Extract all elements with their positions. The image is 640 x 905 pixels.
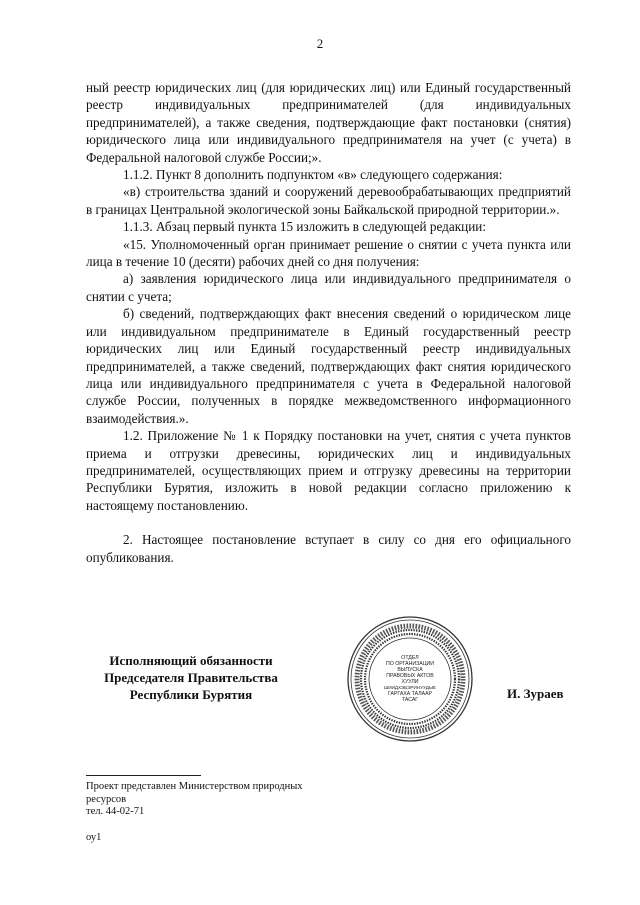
page-number: 2 [316, 36, 324, 51]
seal-text: ХУУЛИ [401, 679, 419, 685]
document-code: оу1 [86, 832, 102, 843]
paragraph: ный реестр юридических лиц (для юридических лиц) или Единый государственный реестр индивидуальных предпринимателей (для индивидуальных предпринимателей), а также сведения, подтверждающие факт постановки (снятия) юридического лица или индивидуального предпринимателя на учет (с учета) в Федеральной налоговой службе России;». [86, 80, 571, 165]
seal-text: ТАСАГ [401, 697, 419, 703]
paragraph: а) заявления юридического лица или индивидуального предпринимателя о снятии с учета; [86, 271, 571, 304]
seal-text: ПРАВОВЫХ АКТОВ [386, 673, 434, 679]
seal-text: ШИИДХЭБЭРИНУУДЫЕ [384, 685, 436, 690]
seal-text: ОТДЕЛ [401, 655, 419, 661]
signer-title-line: Республики Бурятия [129, 687, 253, 702]
paragraph: «15. Уполномоченный орган принимает решение о снятии с учета пункта или лица в течение 10 (десяти) рабочих дней со дня получения: [86, 236, 571, 270]
paragraph: «в) строительства зданий и сооружений деревообрабатывающих предприятий в границах Центральной экологической зоны Байкальской природной территории.». [86, 184, 571, 217]
paragraph: 2. Настоящее постановление вступает в силу со дня его официального опубликования. [86, 532, 571, 565]
seal-text: ПО ОРГАНИЗАЦИИ [386, 661, 434, 667]
paragraph: б) сведений, подтверждающих факт внесения сведений о юридическом лице или индивидуальном предпринимателе в Единый государственный реестр юридических лиц или Единый государственный реестр индивидуальных предпринимателей, а также сведений, подтверждающих факт снятия юридического лица или индивидуального предпринимателя с учета в Федеральной налоговой службе России, полученных в порядке межведомственного информационного взаимодействия.». [86, 306, 571, 426]
signer-title [86, 652, 296, 703]
footnote-divider [86, 775, 201, 776]
signer-title-line: Председателя Правительства [104, 670, 278, 685]
footnote-line: тел. 44-02-71 [86, 806, 145, 817]
signer-name: И. Зураев [507, 686, 564, 701]
footnote-line: ресурсов [86, 793, 127, 805]
footnote-line: Проект представлен Министерством природных [86, 781, 303, 792]
seal-text: ГАРГАХА ТАЛААР [387, 691, 433, 697]
paragraph: 1.2. Приложение № 1 к Порядку постановки на учет, снятия с учета пунктов приема и отгрузки древесины, юридических лиц и индивидуальных предпринимателей, осуществляющих прием и отгрузку древесины на территории Республики Бурятия, изложить в новой редакции согласно приложению к настоящему постановлению. [86, 428, 571, 513]
paragraph: 1.1.2. Пункт 8 дополнить подпунктом «в» следующего содержания: [123, 167, 503, 183]
official-seal [345, 614, 475, 744]
document-body [86, 79, 571, 566]
footnote [86, 781, 376, 819]
paragraph: 1.1.3. Абзац первый пункта 15 изложить в следующей редакции: [123, 219, 486, 235]
seal-text: ВЫПУСКА [397, 667, 423, 673]
signer-title-line: Исполняющий обязанности [109, 653, 273, 668]
